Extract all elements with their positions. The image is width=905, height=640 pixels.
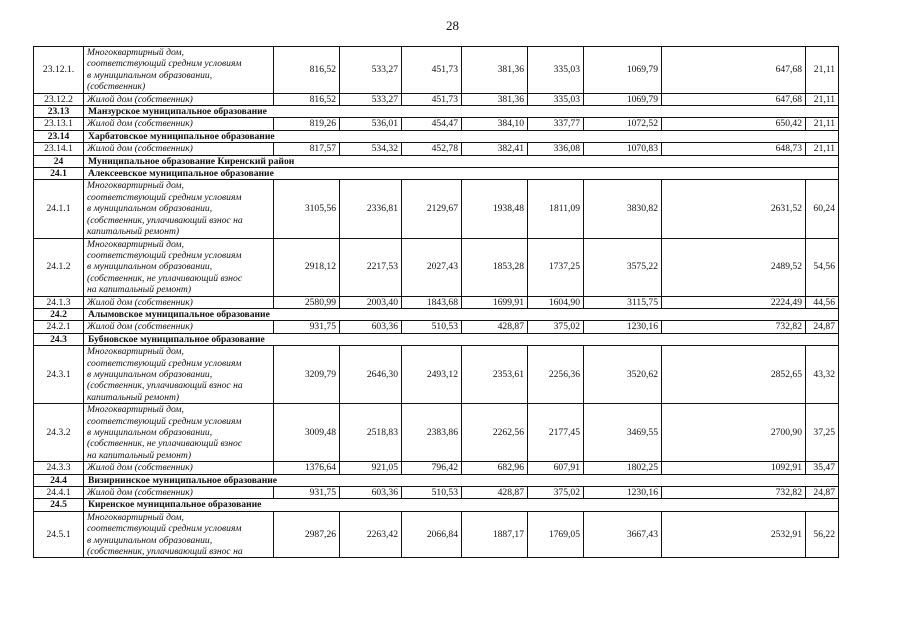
row-code: 24.1.2 <box>34 238 84 296</box>
row-description <box>84 511 274 558</box>
value-cell: 1069,79 <box>584 47 662 94</box>
value-cell: 21,11 <box>806 118 839 130</box>
value-cell: 1769,05 <box>528 511 584 558</box>
value-cell: 2580,99 <box>274 296 340 308</box>
section-header-row <box>34 499 839 511</box>
value-cell: 1230,16 <box>584 321 662 333</box>
value-cell: 2383,86 <box>402 404 462 462</box>
value-cell: 682,96 <box>462 462 528 474</box>
table-row <box>34 296 839 308</box>
description-line: (собственник, уплачивающий взнос на <box>87 214 243 226</box>
description-line: (собственник, не уплачивающий взнос <box>87 272 243 284</box>
value-cell: 21,11 <box>806 47 839 94</box>
row-description <box>84 346 274 404</box>
description-line: соответствующий средним условиям <box>87 523 242 535</box>
row-code: 23.14.1 <box>34 143 84 155</box>
description-line: Жилой дом (собственник) <box>87 487 193 499</box>
value-cell: 44,56 <box>806 296 839 308</box>
table-row <box>34 487 839 499</box>
value-cell: 647,68 <box>662 93 806 105</box>
value-cell: 648,73 <box>662 143 806 155</box>
value-cell: 43,32 <box>806 346 839 404</box>
value-cell: 1069,79 <box>584 93 662 105</box>
description-line: на капитальный ремонт) <box>87 284 192 296</box>
table-row <box>34 143 839 155</box>
description-line: Многоквартирный дом, <box>87 404 184 416</box>
value-cell: 381,36 <box>462 47 528 94</box>
value-cell: 3575,22 <box>584 238 662 296</box>
value-cell: 2263,42 <box>340 511 402 558</box>
value-cell: 335,03 <box>528 47 584 94</box>
value-cell: 2918,12 <box>274 238 340 296</box>
description-line: соответствующий средним условиям <box>87 357 242 369</box>
value-cell: 1811,09 <box>528 180 584 238</box>
value-cell: 1376,64 <box>274 462 340 474</box>
value-cell: 3209,79 <box>274 346 340 404</box>
value-cell: 2631,52 <box>662 180 806 238</box>
section-title: Алымовское муниципальное образование <box>84 308 839 320</box>
value-cell: 3469,55 <box>584 404 662 462</box>
description-line: Жилой дом (собственник) <box>87 462 193 474</box>
row-description <box>84 487 274 499</box>
section-title: Алексеевское муниципальное образование <box>84 168 839 180</box>
row-code: 24.3.3 <box>34 462 84 474</box>
value-cell: 931,75 <box>274 487 340 499</box>
row-description <box>84 180 274 238</box>
description-line: (собственник, не уплачивающий взнос <box>87 438 243 450</box>
value-cell: 21,11 <box>806 93 839 105</box>
row-code: 24.5 <box>34 499 84 511</box>
value-cell: 381,36 <box>462 93 528 105</box>
value-cell: 921,05 <box>340 462 402 474</box>
value-cell: 534,32 <box>340 143 402 155</box>
description-line: в муниципальном образовании, <box>87 368 213 380</box>
section-header-row <box>34 474 839 486</box>
table-row <box>34 346 839 404</box>
value-cell: 60,24 <box>806 180 839 238</box>
section-header-row <box>34 168 839 180</box>
table-row <box>34 404 839 462</box>
value-cell: 2518,83 <box>340 404 402 462</box>
value-cell: 1853,28 <box>462 238 528 296</box>
value-cell: 2336,81 <box>340 180 402 238</box>
description-line: Жилой дом (собственник) <box>87 93 193 105</box>
row-code: 24.1 <box>34 168 84 180</box>
value-cell: 1070,83 <box>584 143 662 155</box>
table-row <box>34 462 839 474</box>
value-cell: 816,52 <box>274 47 340 94</box>
description-line: (собственник, уплачивающий взнос на <box>87 546 243 558</box>
description-line: Жилой дом (собственник) <box>87 118 193 130</box>
row-code: 23.13 <box>34 106 84 118</box>
row-code: 24.4 <box>34 474 84 486</box>
value-cell: 3520,62 <box>584 346 662 404</box>
section-title: Бубновское муниципальное образование <box>84 333 839 345</box>
description-line: соответствующий средним условиям <box>87 249 242 261</box>
value-cell: 510,53 <box>402 487 462 499</box>
value-cell: 2177,45 <box>528 404 584 462</box>
description-line: соответствующий средним условиям <box>87 58 242 70</box>
value-cell: 451,73 <box>402 93 462 105</box>
value-cell: 2852,65 <box>662 346 806 404</box>
value-cell: 650,42 <box>662 118 806 130</box>
row-description <box>84 321 274 333</box>
value-cell: 336,08 <box>528 143 584 155</box>
section-title: Киренское муниципальное образование <box>84 499 839 511</box>
table-row <box>34 93 839 105</box>
value-cell: 796,42 <box>402 462 462 474</box>
value-cell: 454,47 <box>402 118 462 130</box>
row-code: 24.2 <box>34 308 84 320</box>
section-title: Манзурское муниципальное образование <box>84 106 839 118</box>
table-row <box>34 47 839 94</box>
value-cell: 1092,91 <box>662 462 806 474</box>
section-header-row <box>34 308 839 320</box>
value-cell: 375,02 <box>528 321 584 333</box>
description-line: в муниципальном образовании, <box>87 261 213 273</box>
value-cell: 2129,67 <box>402 180 462 238</box>
table-body <box>34 47 839 558</box>
value-cell: 382,41 <box>462 143 528 155</box>
value-cell: 375,02 <box>528 487 584 499</box>
tariff-table <box>33 46 839 558</box>
value-cell: 603,36 <box>340 487 402 499</box>
row-description <box>84 118 274 130</box>
value-cell: 2003,40 <box>340 296 402 308</box>
description-line: на капитальный ремонт) <box>87 449 192 461</box>
value-cell: 428,87 <box>462 487 528 499</box>
value-cell: 3115,75 <box>584 296 662 308</box>
value-cell: 37,25 <box>806 404 839 462</box>
row-code: 24.3.2 <box>34 404 84 462</box>
value-cell: 533,27 <box>340 93 402 105</box>
section-title: Харбатовское муниципальное образование <box>84 130 839 142</box>
row-code: 24.3.1 <box>34 346 84 404</box>
description-line: Многоквартирный дом, <box>87 511 184 523</box>
description-line: в муниципальном образовании, <box>87 203 213 215</box>
section-title: Муниципальное образование Киренский район <box>84 155 839 167</box>
value-cell: 2027,43 <box>402 238 462 296</box>
value-cell: 533,27 <box>340 47 402 94</box>
value-cell: 21,11 <box>806 143 839 155</box>
row-code: 23.12.2 <box>34 93 84 105</box>
value-cell: 2066,84 <box>402 511 462 558</box>
row-code: 24.1.3 <box>34 296 84 308</box>
row-code: 24.1.1 <box>34 180 84 238</box>
section-header-row <box>34 106 839 118</box>
section-header-row <box>34 155 839 167</box>
description-line: Жилой дом (собственник) <box>87 321 193 333</box>
value-cell: 732,82 <box>662 487 806 499</box>
row-code: 24.3 <box>34 333 84 345</box>
section-title: Визирнинское муниципальное образование <box>84 474 839 486</box>
value-cell: 1938,48 <box>462 180 528 238</box>
description-line: (собственник, уплачивающий взнос на <box>87 380 243 392</box>
value-cell: 817,57 <box>274 143 340 155</box>
value-cell: 2987,26 <box>274 511 340 558</box>
value-cell: 536,01 <box>340 118 402 130</box>
description-line: (собственник) <box>87 81 146 93</box>
row-code: 24.2.1 <box>34 321 84 333</box>
table-row <box>34 118 839 130</box>
row-description <box>84 93 274 105</box>
row-description <box>84 296 274 308</box>
value-cell: 510,53 <box>402 321 462 333</box>
value-cell: 603,36 <box>340 321 402 333</box>
value-cell: 1230,16 <box>584 487 662 499</box>
value-cell: 2353,61 <box>462 346 528 404</box>
value-cell: 337,77 <box>528 118 584 130</box>
value-cell: 428,87 <box>462 321 528 333</box>
value-cell: 2532,91 <box>662 511 806 558</box>
description-line: капитальный ремонт) <box>87 391 180 403</box>
value-cell: 3009,48 <box>274 404 340 462</box>
value-cell: 2493,12 <box>402 346 462 404</box>
value-cell: 1887,17 <box>462 511 528 558</box>
value-cell: 1737,25 <box>528 238 584 296</box>
row-code: 23.12.1. <box>34 47 84 94</box>
value-cell: 2224,49 <box>662 296 806 308</box>
row-description <box>84 143 274 155</box>
row-code: 23.14 <box>34 130 84 142</box>
value-cell: 2489,52 <box>662 238 806 296</box>
value-cell: 451,73 <box>402 47 462 94</box>
row-description <box>84 462 274 474</box>
value-cell: 1699,91 <box>462 296 528 308</box>
description-line: соответствующий средним условиям <box>87 415 242 427</box>
value-cell: 647,68 <box>662 47 806 94</box>
value-cell: 1604,90 <box>528 296 584 308</box>
row-description <box>84 47 274 94</box>
description-line: в муниципальном образовании, <box>87 427 213 438</box>
value-cell: 732,82 <box>662 321 806 333</box>
value-cell: 2262,56 <box>462 404 528 462</box>
value-cell: 3667,43 <box>584 511 662 558</box>
value-cell: 607,91 <box>528 462 584 474</box>
value-cell: 1802,25 <box>584 462 662 474</box>
description-line: соответствующий средним условиям <box>87 191 242 203</box>
value-cell: 335,03 <box>528 93 584 105</box>
table-row <box>34 238 839 296</box>
description-line: Многоквартирный дом, <box>87 238 184 250</box>
page-number: 28 <box>446 18 459 33</box>
row-code: 24.5.1 <box>34 511 84 558</box>
value-cell: 24,87 <box>806 321 839 333</box>
description-line: в муниципальном образовании, <box>87 69 213 81</box>
value-cell: 2646,30 <box>340 346 402 404</box>
table-row <box>34 180 839 238</box>
row-code: 24.4.1 <box>34 487 84 499</box>
description-line: Жилой дом (собственник) <box>87 143 193 155</box>
description-line: Жилой дом (собственник) <box>87 296 193 308</box>
description-line: Многоквартирный дом, <box>87 180 184 192</box>
value-cell: 819,26 <box>274 118 340 130</box>
value-cell: 931,75 <box>274 321 340 333</box>
value-cell: 24,87 <box>806 487 839 499</box>
description-line: в муниципальном образовании, <box>87 534 213 546</box>
value-cell: 384,10 <box>462 118 528 130</box>
value-cell: 54,56 <box>806 238 839 296</box>
description-line: Многоквартирный дом, <box>87 346 184 358</box>
description-line: капитальный ремонт) <box>87 226 180 238</box>
table-row <box>34 511 839 558</box>
value-cell: 56,22 <box>806 511 839 558</box>
section-header-row <box>34 130 839 142</box>
value-cell: 2256,36 <box>528 346 584 404</box>
value-cell: 1072,52 <box>584 118 662 130</box>
value-cell: 816,52 <box>274 93 340 105</box>
row-code: 23.13.1 <box>34 118 84 130</box>
value-cell: 35,47 <box>806 462 839 474</box>
row-description <box>84 238 274 296</box>
value-cell: 2217,53 <box>340 238 402 296</box>
value-cell: 452,78 <box>402 143 462 155</box>
section-header-row <box>34 333 839 345</box>
description-line: Многоквартирный дом, <box>87 47 184 58</box>
table-row <box>34 321 839 333</box>
row-code: 24 <box>34 155 84 167</box>
value-cell: 3105,56 <box>274 180 340 238</box>
value-cell: 1843,68 <box>402 296 462 308</box>
row-description <box>84 404 274 462</box>
value-cell: 3830,82 <box>584 180 662 238</box>
value-cell: 2700,90 <box>662 404 806 462</box>
